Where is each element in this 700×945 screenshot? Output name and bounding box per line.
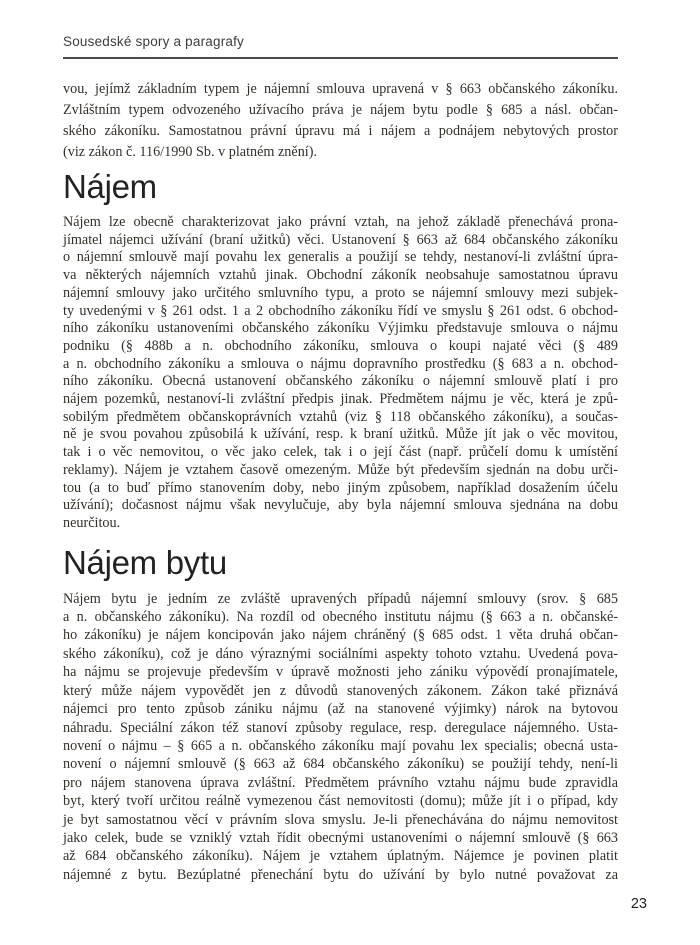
section-najem-bytu-paragraph — [63, 590, 618, 885]
text-line: ního zákoníku. Obecná ustanovení občanského zákoníku o nájemní smlouvě platí i pro — [63, 373, 618, 390]
text-line: vou, jejímž základním typem je nájemní smlouva upravená v § 663 občanského zákoníku. — [63, 81, 618, 97]
page-number: 23 — [630, 896, 647, 912]
text-line: nájem pozemků, nestanoví-li zvláštní předpis jinak. Předmětem nájmu je věc, která je způ- — [63, 391, 618, 408]
text-line: nájemci pro tento způsob zániku nájmu (až na stanovené výjimky) nárok na bytovou — [63, 701, 618, 718]
text-line: neurčitou. — [63, 514, 121, 531]
text-line: ského zákoníku), což je dáno výraznými sociálními aspekty tohoto vztahu. Uvedená pova- — [63, 645, 618, 662]
text-line: o nájemní smlouvě mají povahu lex generalis a použijí se tehdy, nestanoví-li zvláštní úpra- — [63, 249, 618, 266]
text-line: ha nájmu se projevuje především v úpravě možnosti jeho zániku výpovědí pronajímatele, — [63, 664, 618, 681]
text-line: podniku (§ 488b a n. obchodního zákoníku, smlouva o koupi najaté věci (§ 489 — [63, 337, 618, 354]
text-line: novení o nájemní smlouvě (§ 663 až 684 občanského zákoníku) se použijí tehdy, není-li — [63, 756, 618, 773]
text-line: byt, který tvoří určitou reálně vymezenou část nemovitosti (domu); může jít i o případ, kdy — [63, 793, 618, 810]
text-line: reklamy). Nájem je vztahem časově omezeným. Může být především sjednán na dobu urči- — [63, 461, 618, 478]
text-line: až 684 občanského zákoníku). Nájem je vztahem úplatným. Nájemce je povinen platit — [63, 848, 618, 865]
text-line: je byt samostatnou věcí v právním slova smyslu. Je-li přenechávána do nájmu nemovitost — [63, 811, 618, 828]
text-line: a n. občanského zákoníku). Na rozdíl od obecného institutu nájmu (§ 663 a n. občanské- — [63, 609, 618, 626]
section-najem-paragraph — [63, 214, 618, 533]
text-line: ho zákoníku) je nájem koncipován jako nájem chráněný (§ 685 odst. 1 věta druhá občan- — [63, 627, 618, 644]
text-line: sobilým předmětem občanskoprávních vztahů (viz § 118 občanského zákoníku), a součas- — [63, 408, 618, 425]
text-line: užívání); dočasnost nájmu však nevylučuje, aby byla nájemní smlouva sjednána na dobu — [63, 497, 618, 514]
text-line: nájemní smlouvy jako určitého smluvního typu, a proto se nájemní smlouvy mezi subjek- — [63, 284, 618, 301]
text-line: náhradu. Speciální zákon též stanoví způsoby regulace, resp. deregulace nájemného. Usta- — [63, 719, 618, 736]
text-line: (viz zákon č. 116/1990 Sb. v platném znění). — [63, 144, 317, 160]
text-line: Nájem bytu je jedním ze zvláště upravených případů nájemní smlouvy (srov. § 685 — [63, 590, 618, 607]
text-line: tak i o věc nemovitou, o věc jako celek, tak i o její část (např. průčelí domu k umístění — [63, 444, 618, 461]
text-line: pro nájem stanovena úprava zvláštní. Předmětem právního vztahu nájmu bude zpravidla — [63, 774, 618, 791]
header-rule — [63, 57, 618, 59]
text-line: Zvláštním typem odvozeného užívacího práva je nájem bytu podle § 685 a násl. občan- — [63, 102, 618, 118]
text-line: ty uvedenými v § 261 odst. 1 a 2 obchodního zákoníku řídí ve smyslu § 261 odst. 6 obchod- — [63, 302, 618, 319]
intro-paragraph — [63, 79, 618, 163]
text-line: tou (a to buď přímo stanovením doby, nebo jiným způsobem, například dosažením účelu — [63, 479, 618, 496]
section-heading-najem-bytu: Nájem bytu — [63, 543, 227, 581]
text-line: a n. obchodního zákoníku a smlouva o nájmu dopravního prostředku (§ 683 a n. obchod- — [63, 355, 618, 372]
text-line: Nájem lze obecně charakterizovat jako právní vztah, na jehož základě přenechává prona- — [63, 214, 618, 230]
text-line: va některých nájemních vztahů jinak. Obchodní zákoník neobsahuje samostatnou úpravu — [63, 267, 618, 284]
text-line: jako celek, bude se vzniklý vztah řídit obecnými ustanoveními o nájemní smlouvě (§ 663 — [63, 829, 618, 846]
text-line: novení o nájmu – § 665 a n. občanského zákoníku mají povahu lex specialis; obecná usta- — [63, 737, 618, 754]
text-column — [63, 0, 618, 884]
text-line: ského zákoníku. Samostatnou právní úpravu má i nájem a podnájem nebytových prostor — [63, 123, 618, 139]
section-heading-najem: Nájem — [63, 168, 157, 205]
running-header-title: Sousedské spory a paragrafy — [63, 34, 244, 49]
text-line: který může nájem vypovědět jen z důvodů stanovených zákonem. Zákon také přiznává — [63, 682, 618, 699]
text-line: jímatel nájemci užívání (braní užitků) věci. Ustanovení § 663 až 684 občanského zákoníku — [63, 231, 618, 248]
text-line: ně je svou povahou způsobilá k užívání, resp. k braní užitků. Může jít jak o věc movitou, — [63, 426, 618, 443]
text-line: nájemné z bytu. Bezúplatné přenechání bytu do užívání by bylo nutné považovat za — [63, 866, 618, 883]
text-line: ního zákoníku ustanoveními občanského zákoníku Výjimku představuje smlouva o nájmu — [63, 320, 618, 337]
